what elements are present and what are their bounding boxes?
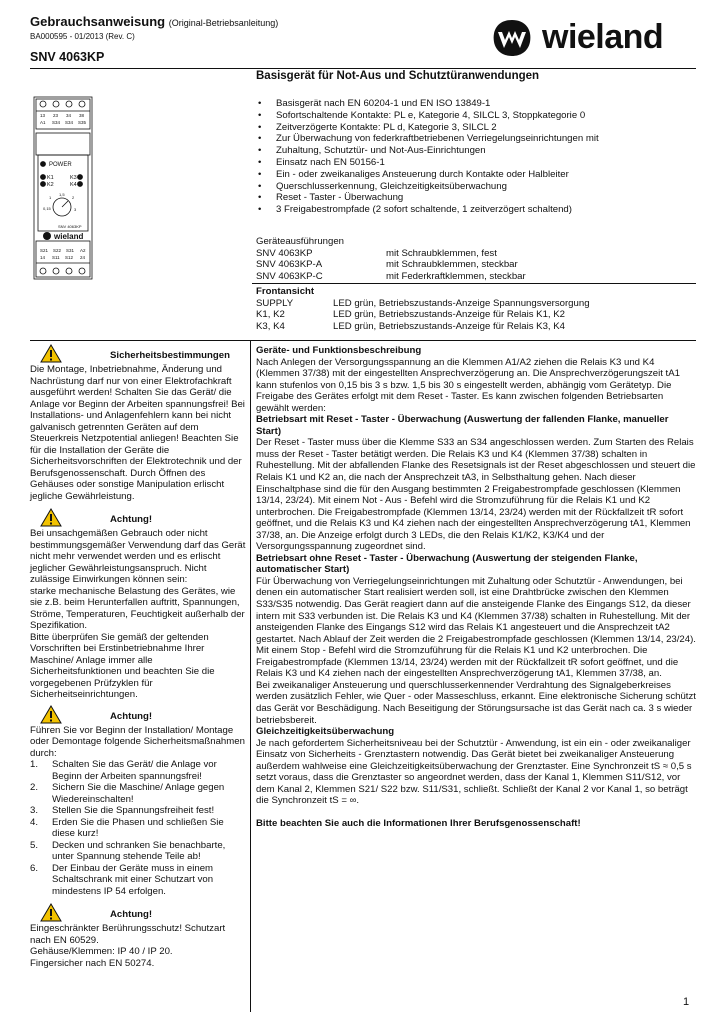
step-item <box>30 805 246 817</box>
two-channel-text: Bei zweikanaliger Ansteuerung und querschlusserkennender Verdrahtung des Signalgeberkreises werden zusätzlich Fehler, wie Quer - oder Masseschluss, erkannt. Eine elektronische Sicherung schützt das Gerät vor Beschädigung. Nach Beseitigung der Störungsursache ist das Gerät nach ca. 3 s wieder betriebsbereit. <box>256 679 696 726</box>
section-divider <box>30 340 696 341</box>
page-number: 1 <box>683 996 690 1008</box>
bottom-terminal-5: 14 <box>40 255 46 260</box>
bottom-terminal-4: A2 <box>80 248 86 253</box>
warning1-text: Bei unsachgemäßen Gebrauch oder nicht bestimmungsgemäßer Verwendung darf das Gerät nicht mehr verwendet werden und es erlischt jeglicher Gewährleistungsanspruch. Nicht zulässige Einwirkungen können sein: <box>30 528 246 585</box>
top-terminal-4: 38 <box>79 113 85 118</box>
warning3-heading: Achtung! <box>110 909 153 920</box>
variant-model: SNV 4063KP-C <box>256 270 323 282</box>
led-k3-label: K3 <box>70 175 77 181</box>
led-k4-label: K4 <box>70 182 77 188</box>
front-view-divider <box>252 283 696 284</box>
model-name: SNV 4063KP <box>30 50 105 64</box>
sync-text: Je nach gefordertem Sicherheitsniveau bei der Schutztür - Anwendung, ist ein ein - oder zweikanaliger Einsatz von Sicherheits - Grenztastern notwendig. Das Gerät bietet bei zweikanaliger Ansteuerung außerdem wahlweise eine Gleichzeitigkeitsüberwachung der Grenztaster. Eine Synchronzeit tS ≈ 0,5 s setzt voraus, dass die Grenztaster so angeordnet werden, dass der Kanal 1, Klemmen S11/S12, vor dem Kanal 2, Klemmen S21/ S22 bzw. S11/S31, schließt. Schließt der Kanal 2 vor Kanal 1, so beträgt die Synchronzeit tS = ∞. <box>256 737 692 807</box>
bottom-terminal-6: S11 <box>52 255 60 260</box>
warning-triangle-icon <box>40 705 62 724</box>
step-number: 2. <box>30 782 39 793</box>
step-text: Der Einbau der Geräte muss in einem Schaltschrank mit einer Schutzart von mindestens IP 54 erfolgen. <box>52 862 214 897</box>
variant-desc: mit Schraubklemmen, steckbar <box>386 259 518 271</box>
feature-item: • Ein - oder zweikanaliges Ansteuerung durch Kontakte oder Halbleiter <box>256 169 696 181</box>
manual-mode-heading: Betriebsart mit Reset - Taster - Überwachung (Auswertung der fallenden Flanke, manueller Start) <box>256 414 669 437</box>
device-front-view <box>30 95 96 281</box>
function-heading: Geräte- und Funktionsbeschreibung <box>256 345 422 356</box>
warning2-heading: Achtung! <box>110 710 153 722</box>
feature-item: • Sofortschaltende Kontakte: PL e, Kategorie 4, SILCL 3, Stoppkategorie 0 <box>256 110 696 122</box>
sync-heading: Gleichzeitigkeitsüberwachung <box>256 726 395 738</box>
step-item <box>30 863 246 898</box>
warning1-heading-row <box>30 508 246 528</box>
bottom-terminal-7: S12 <box>65 255 74 260</box>
variant-model: SNV 4063KP-A <box>256 259 323 271</box>
top-terminal-1: 13 <box>40 113 46 118</box>
step-number: 6. <box>30 862 39 874</box>
function-intro: Nach Anlegen der Versorgungsspannung an die Klemmen A1/A2 ziehen die Relais K3 und K4 (Klemmen 37/38) mit der eingestellten Ansprechverzögerung an. Die Ansprechverzögerungszeit tA1 kann stufenlos von 0,15 bis 3 s bzw. 1,5 bis 30 s eingestellt werden, abhängig vom Gerätetyp. Die Freigabe des Gerätes erfolgt mit dem Reset - Taster. Es kann zwischen folgenden Betriebsarten gewählt werden: <box>256 356 680 414</box>
variant-model: SNV 4063KP <box>256 247 313 259</box>
front-view-table <box>256 298 696 332</box>
variant-desc: mit Federkraftklemmen, steckbar <box>386 270 526 282</box>
feature-title: Basisgerät für Not-Aus und Schutztüranwendungen <box>256 70 540 82</box>
variant-row <box>256 248 696 260</box>
front-view-label: K3, K4 <box>256 320 285 332</box>
step-text: Erden Sie die Phasen und schließen Sie diese kurz! <box>52 816 224 839</box>
auto-mode-heading: Betriebsart ohne Reset - Taster - Überwachung (Auswertung der steigenden Flanke, automatischer Start) <box>256 552 638 576</box>
title-text: Gebrauchsanweisung <box>30 14 166 29</box>
step-text: Schalten Sie das Gerät/ die Anlage vor Beginn der Arbeiten spannungsfrei! <box>52 759 217 782</box>
top-terminal-8: S35 <box>78 120 87 125</box>
warning2-heading-row <box>30 705 246 725</box>
header-divider <box>30 68 696 69</box>
logo-wordmark: wieland <box>542 18 664 56</box>
manual-mode-text: Der Reset - Taster muss über die Klemme S33 an S34 angeschlossen werden. Zum Starten des Relais muss der Reset - Taster betätigt werden. Die Relais K3 und K4 (Klemmen 37/38) schalten in Ruhestellung. Mit der abfallenden Flanke des Resetsignals ist der Reset abgeschlossen und steuert die Relais K1 und K2 an, die nach der Ansprechzeit tA3, in Selbsthaltung gehen. Nach dieser Einschaltphase sind die für den Ausgang bestimmten 2 Freigabestrompfade geschlossen (Klemmen 13/14, 23/24). Mit einem Not - Aus - Befehl wird die Stromzuführung für die Relais K1 und K2 unterbrochen. Die Freigabestrompfade (Klemmen 13/14, 23/24) werden mit der Rückfallzeit tR sofort geöffnet, und die Relais K3 und K4 ziehen nach der eingestellten Ansprechverzögerung tA1, Klemmen 37/38, an. Die Anzeige erfolgt durch 3 LEDs, die den Relais K1/K2, K3/K4 und der Versorgungsspannung zugeordnet sind. <box>256 437 696 553</box>
safety-column <box>30 342 246 969</box>
warning3-text: Eingeschränkter Berührungsschutz! Schutzart nach EN 60529. <box>30 923 226 946</box>
feature-item: • Reset - Taster - Überwachung <box>256 192 696 204</box>
feature-list <box>256 98 696 216</box>
bottom-terminal-2: S22 <box>53 248 62 253</box>
step-number: 5. <box>30 839 39 851</box>
step-number: 4. <box>30 816 39 828</box>
variant-row <box>256 259 696 271</box>
bottom-terminal-8: 24 <box>80 255 86 260</box>
front-view-label: K1, K2 <box>256 309 285 321</box>
step-number: 1. <box>30 759 39 770</box>
warning-triangle-icon <box>40 508 62 527</box>
step-text: Stellen Sie die Spannungsfreiheit fest! <box>52 805 215 816</box>
device-brand-label: wieland <box>54 232 84 241</box>
warning3-heading-row <box>30 903 246 923</box>
step-item <box>30 782 246 805</box>
led-k1-label: K1 <box>47 175 54 181</box>
top-terminal-5: A1 <box>40 120 46 125</box>
dial-label-5: 3 <box>74 207 77 212</box>
safety-heading: Sicherheitsbestimmungen <box>110 350 230 361</box>
warning1-heading: Achtung! <box>110 514 153 525</box>
wieland-logo-mark-icon <box>490 18 534 58</box>
feature-item: • Querschlusserkennung, Gleichzeitigkeitsüberwachung <box>256 181 696 193</box>
safety-heading-row <box>30 344 246 364</box>
front-view-title: Frontansicht <box>256 286 315 297</box>
top-terminal-7: S34 <box>65 120 74 125</box>
document-id: BA000595 - 01/2013 (Rev. C) <box>30 32 135 41</box>
dial-label-2: 1 <box>49 195 52 200</box>
feature-item: • 3 Freigabestrompfade (2 sofort schaltende, 1 zeitverzögert schaltend) <box>256 204 696 216</box>
led-k2-label: K2 <box>47 182 54 188</box>
top-terminal-2: 23 <box>53 113 59 118</box>
variants-title: Geräteausführungen <box>256 236 345 247</box>
front-view-label: SUPPLY <box>256 298 294 309</box>
variant-row <box>256 271 696 283</box>
warning-triangle-icon <box>40 903 62 922</box>
variants-table <box>256 236 696 282</box>
function-column <box>256 345 696 829</box>
dial-label-4: 2 <box>72 195 75 200</box>
step-text: Sichern Sie die Maschine/ Anlage gegen Wiedereinschalten! <box>52 782 225 805</box>
warning2-intro: Führen Sie vor Beginn der Installation/ Montage oder Demontage folgende Sicherheitsmaßnahmen durch: <box>30 724 245 759</box>
bottom-terminal-1: S21 <box>40 248 49 253</box>
front-view-row <box>256 309 696 320</box>
front-view-desc: LED grün, Betriebszustands-Anzeige Spannungsversorgung <box>333 298 590 309</box>
safety-steps <box>30 759 246 897</box>
front-view-desc: LED grün, Betriebszustands-Anzeige für Relais K1, K2 <box>333 309 565 321</box>
final-note: Bitte beachten Sie auch die Informationen Ihrer Berufsgenossenschaft! <box>256 817 581 829</box>
title-subtitle: (Original-Betriebsanleitung) <box>168 18 279 28</box>
feature-item: • Basisgerät nach EN 60204-1 und EN ISO 13849-1 <box>256 98 696 110</box>
feature-item-continuation: • Zuhaltung, Schutztür- und Not-Aus-Einrichtungen <box>256 145 696 157</box>
document-title <box>30 14 278 29</box>
wieland-logo <box>490 18 700 58</box>
step-number: 3. <box>30 805 39 816</box>
step-item <box>30 817 246 840</box>
top-terminal-3: 34 <box>66 113 72 118</box>
column-divider <box>250 340 251 1012</box>
feature-item: • Zeitverzögerte Kontakte: PL d, Kategorie 3, SILCL 2 <box>256 122 696 134</box>
warning1-text3: Bitte überprüfen Sie gemäß der geltenden Vorschriften bei Erstinbetriebnahme Ihrer Maschine/ Anlage immer alle Sicherheitsfunktionen und beachten Sie die vorgegebenen Prüfzyklen für Sicherheitseinrichtungen. <box>30 631 215 700</box>
dial-label-1: 0,15 <box>43 206 51 211</box>
feature-item: • Zur Überwachung von federkraftbetriebenen Verriegelungseinrichtungen mit <box>256 133 696 145</box>
led-power-label: POWER <box>49 162 72 168</box>
feature-item: • Einsatz nach EN 50156-1 <box>256 157 696 169</box>
warning3-text3: Fingersicher nach EN 50274. <box>30 957 155 969</box>
device-brand-mark-icon <box>43 232 51 240</box>
warning-triangle-icon <box>40 344 62 363</box>
top-terminal-6: S34 <box>52 120 61 125</box>
device-model-label: SNV 4063KP <box>58 224 82 229</box>
step-item <box>30 840 246 863</box>
front-view-row <box>256 298 696 309</box>
front-view-desc: LED grün, Betriebszustands-Anzeige für Relais K3, K4 <box>333 320 565 332</box>
dial-label-3: 1,5 <box>59 192 65 197</box>
auto-mode-text: Für Überwachung von Verriegelungseinrichtungen mit Zuhaltung oder Schutztür - Anwendungen, bei denen ein automatischer Start realisiert werden soll, ist eine Drahtbrücke zwischen den Klemmen S33/S35 notwendig. Das Gerät reagiert dann auf die ansteigende Flanke des Eingangs S12, da dieser intern mit S33 verbunden ist. Die Relais K3 und K4 (Klemmen 37/38) schalten in Ruhestellung. Mit der ansteigenden Flanke des Eingangs S12 wird das Relais K1 angesteuert und die Ansprechzeit tA2 gestartet. Nach Ablauf der Zeit werden die 2 Freigabestrompfade geschlossen (Klemmen 13/14, 23/24). Mit einem Stop - Befehl wird die Stromzuführung für die Relais K1 und K2 unterbrochen. Die Freigabestrompfade (Klemmen 13/14, 23/24) werden mit der Rückfallzeit tR sofort geöffnet, und die Relais K3 und K4 ziehen nach der eingestellten Ansprechverzögerung tA1, Klemmen 37/38, an. <box>256 575 696 680</box>
safety-text: Die Montage, Inbetriebnahme, Änderung und Nachrüstung darf nur von einer Elektrofachkraft ausgeführt werden! Schalten Sie das Gerät/ die Anlage vor Beginn der Arbeiten spannungsfrei! Bei Installations- und Anlagenfehlern kann bei nicht galvanisch getrennten Geräten auf dem Steuerkreis Netzpotential anliegen! Beachten Sie für die Installation der Geräte die Sicherheitsvorschriften der Elektrotechnik und der Berufsgenossenschaft. Durch Öffnen des Gehäuses oder sonstige Manipulation erlischt jegliche Gewährleistung. <box>30 364 245 502</box>
bottom-terminal-3: S31 <box>66 248 75 253</box>
variant-desc: mit Schraubklemmen, fest <box>386 247 497 259</box>
warning1-text2: starke mechanische Belastung des Gerätes, wie sie z.B. beim Herunterfallen auftritt, Spannungen, Ströme, Temperaturen, Feuchtigkeit außerhalb der Spezifikation. <box>30 585 245 631</box>
warning3-text2: Gehäuse/Klemmen: IP 40 / IP 20. <box>30 946 173 957</box>
step-item <box>30 759 246 782</box>
step-text: Decken und schranken Sie benachbarte, unter Spannung stehende Teile ab! <box>52 839 226 862</box>
front-view-row <box>256 321 696 332</box>
